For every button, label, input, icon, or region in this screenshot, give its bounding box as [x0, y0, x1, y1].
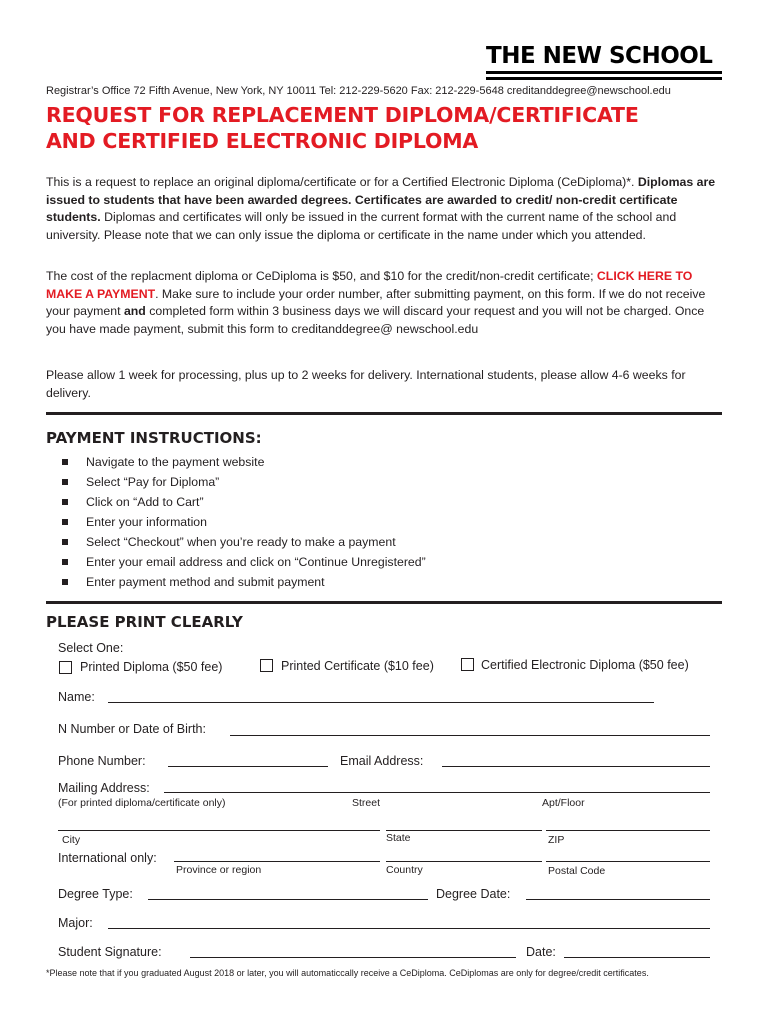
- logo-bar: [486, 77, 722, 80]
- page-title: [46, 102, 639, 154]
- list-item: [62, 452, 426, 472]
- degree-date-label: Degree Date:: [436, 887, 511, 901]
- logo-bar: [486, 71, 722, 74]
- title-line-2: AND CERTIFIED ELECTRONIC DIPLOMA: [46, 129, 479, 153]
- bullet-icon: [62, 519, 68, 525]
- major-field[interactable]: [108, 928, 710, 929]
- step-text: Enter your email address and click on “Continue Unregistered”: [86, 555, 426, 569]
- country-field[interactable]: [386, 861, 542, 862]
- printed-diploma-checkbox[interactable]: [59, 661, 72, 674]
- signature-field[interactable]: [190, 957, 516, 958]
- bullet-icon: [62, 479, 68, 485]
- intro-text: This is a request to replace an original diploma/certificate or for a Certified Electronic Diploma (CeDiploma)*.: [46, 175, 635, 189]
- city-label: City: [62, 834, 81, 846]
- bullet-icon: [62, 559, 68, 565]
- bullet-icon: [62, 539, 68, 545]
- list-item: [62, 472, 426, 492]
- province-field[interactable]: [174, 861, 380, 862]
- divider: [46, 412, 722, 415]
- street-field[interactable]: [164, 792, 710, 793]
- step-text: Enter payment method and submit payment: [86, 575, 325, 589]
- intro-bold-text: Diplomas are issued to students that have been awarded degrees. Certificates are awarded to credit/ non-credit certificate students.: [46, 175, 716, 224]
- step-text: Select “Checkout” when you’re ready to make a payment: [86, 535, 396, 549]
- cost-text: The cost of the replacment diploma or CeDiploma is $50, and $10 for the credit/non-credit certificate;: [46, 269, 594, 283]
- phone-label: Phone Number:: [58, 754, 146, 768]
- bullet-icon: [62, 499, 68, 505]
- intro-paragraph-3: Please allow 1 week for processing, plus up to 2 weeks for delivery. International students, please allow 4-6 weeks for delivery.: [46, 368, 686, 400]
- zip-field[interactable]: [546, 830, 710, 831]
- cediploma-checkbox[interactable]: [461, 658, 474, 671]
- email-field[interactable]: [442, 766, 710, 767]
- degree-type-label: Degree Type:: [58, 887, 133, 901]
- province-label: Province or region: [176, 864, 262, 876]
- name-field[interactable]: [108, 702, 654, 703]
- apt-label: Apt/Floor: [542, 797, 585, 809]
- select-one-label: Select One:: [58, 641, 124, 655]
- intro-paragraph-2: [46, 268, 722, 338]
- address-line: Registrar’s Office 72 Fifth Avenue, New York, NY 10011 Tel: 212-229-5620 Fax: 212-229-5648 creditanddegree@newschool.edu: [46, 85, 671, 97]
- country-label: Country: [386, 864, 423, 876]
- date-field[interactable]: [564, 957, 710, 958]
- payment-link[interactable]: CLICK HERE TO MAKE A PAYMENT: [46, 269, 693, 301]
- degree-date-field[interactable]: [526, 899, 710, 900]
- signature-label: Student Signature:: [58, 945, 162, 959]
- cost-text: . Make sure to include your order number, after submitting payment, on this form. If we do not receive your payment: [46, 286, 706, 318]
- email-label: Email Address:: [340, 754, 424, 768]
- step-text: Click on “Add to Cart”: [86, 495, 204, 509]
- title-line-1: REQUEST FOR REPLACEMENT DIPLOMA/CERTIFICATE: [46, 103, 639, 127]
- date-label: Date:: [526, 945, 556, 959]
- logo-text: THE NEW SCHOOL: [486, 43, 713, 69]
- name-label: Name:: [58, 690, 95, 704]
- bullet-icon: [62, 459, 68, 465]
- cost-bold-text: and: [123, 304, 146, 318]
- zip-label: ZIP: [548, 834, 565, 846]
- street-label: Street: [352, 797, 381, 809]
- intro-paragraph-1: [46, 174, 722, 244]
- list-item: [62, 552, 426, 572]
- bullet-icon: [62, 579, 68, 585]
- list-item: [62, 512, 426, 532]
- international-label: International only:: [58, 851, 157, 865]
- list-item: [62, 532, 426, 552]
- cediploma-label: Certified Electronic Diploma ($50 fee): [481, 658, 689, 672]
- nnumber-field[interactable]: [230, 735, 710, 736]
- state-field[interactable]: [386, 830, 542, 831]
- printed-certificate-label: Printed Certificate ($10 fee): [281, 659, 434, 673]
- form-heading: PLEASE PRINT CLEARLY: [46, 613, 243, 631]
- payment-steps-list: [62, 452, 426, 592]
- step-text: Navigate to the payment website: [86, 455, 265, 469]
- postal-label: Postal Code: [548, 865, 606, 877]
- step-text: Enter your information: [86, 515, 207, 529]
- printed-certificate-checkbox[interactable]: [260, 659, 273, 672]
- phone-field[interactable]: [168, 766, 328, 767]
- footnote: *Please note that if you graduated August 2018 or later, you will automaticcally receive a CeDiploma. CeDiplomas are only for degree/credit certificates.: [46, 968, 649, 978]
- payment-heading: PAYMENT INSTRUCTIONS:: [46, 429, 262, 447]
- school-logo: [486, 44, 722, 80]
- cost-text: completed form within 3 business days we will discard your request and you will not be charged. Once you have made payment, submit this form to creditanddegree@ newschool.edu: [46, 304, 705, 336]
- mailing-label: Mailing Address:: [58, 781, 150, 795]
- intro-text: Diplomas and certificates will only be issued in the current format with the current name of the school and university. Please note that we can only issue the diploma or certificate in the name under which you attended.: [46, 210, 677, 242]
- printed-diploma-label: Printed Diploma ($50 fee): [80, 660, 223, 674]
- nnumber-label: N Number or Date of Birth:: [58, 722, 206, 736]
- city-field[interactable]: [58, 830, 380, 831]
- list-item: [62, 572, 426, 592]
- postal-field[interactable]: [546, 861, 710, 862]
- degree-type-field[interactable]: [148, 899, 428, 900]
- mailing-note: (For printed diploma/certificate only): [58, 797, 226, 809]
- divider: [46, 601, 722, 604]
- major-label: Major:: [58, 916, 93, 930]
- list-item: [62, 492, 426, 512]
- state-label: State: [386, 832, 411, 844]
- step-text: Select “Pay for Diploma”: [86, 475, 220, 489]
